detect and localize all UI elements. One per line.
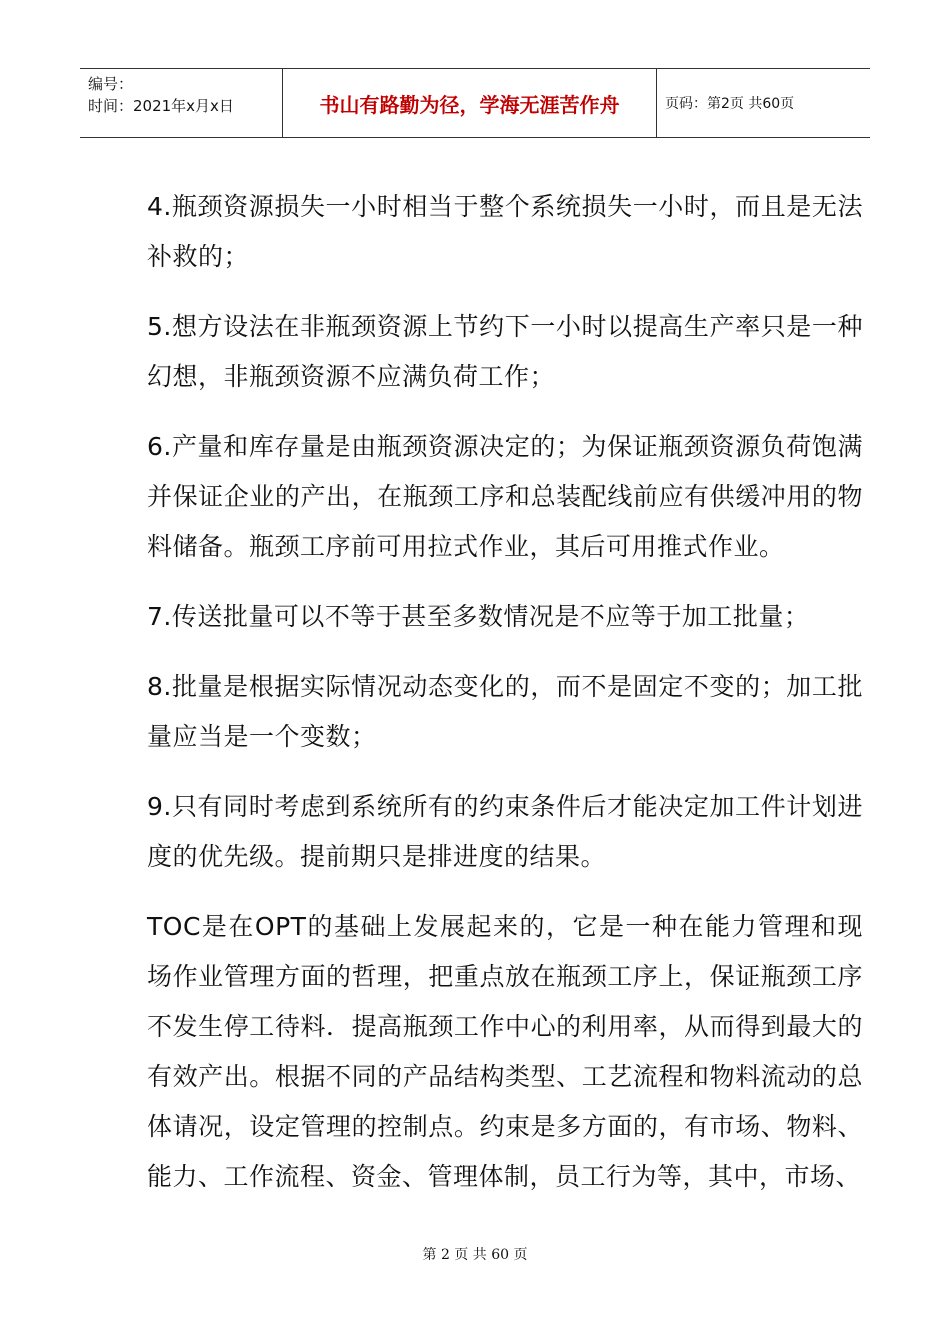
paragraph: 7.传送批量可以不等于甚至多数情况是不应等于加工批量； bbox=[147, 602, 810, 631]
paragraph: 8.批量是根据实际情况动态变化的，而不是固定不变的；加工批量应当是一个变数； bbox=[147, 672, 863, 751]
paragraph: 4.瓶颈资源损失一小时相当于整个系统损失一小时，而且是无法补救的； bbox=[147, 192, 863, 271]
document-header bbox=[80, 68, 870, 138]
header-motto: 书山有路勤为径，学海无涯苦作舟 bbox=[283, 69, 657, 137]
paragraph: TOC是在OPT的基础上发展起来的，它是一种在能力管理和现场作业管理方面的哲理，把重点放在瓶颈工序上，保证瓶颈工序不发生停工待料．提高瓶颈工作中心的利用率，从而得到最大的有效产出。根据不同的产品结构类型、工艺流程和物料流动的总体请况，设定管理的控制点。约束是多方面的，有市场、物料、能力、工作流程、资金、管理体制，员工行为等，其中，市场、 bbox=[147, 912, 863, 1191]
document-body bbox=[147, 182, 863, 1222]
page-footer: 第 2 页 共 60 页 bbox=[422, 1247, 528, 1263]
paragraph: 9.只有同时考虑到系统所有的约束条件后才能决定加工件计划进度的优先级。提前期只是排进度的结果。 bbox=[147, 792, 863, 871]
header-meta bbox=[80, 69, 283, 137]
paragraph: 6.产量和库存量是由瓶颈资源决定的；为保证瓶颈资源负荷饱满并保证企业的产出，在瓶颈工序和总装配线前应有供缓冲用的物料储备。瓶颈工序前可用拉式作业，其后可用推式作业。 bbox=[147, 432, 863, 561]
header-page-info: 页码：第2页 共60页 bbox=[665, 96, 795, 112]
time-label: 时间：2021年x月x日 bbox=[88, 97, 234, 115]
number-label: 编号： bbox=[88, 75, 134, 93]
paragraph: 5.想方设法在非瓶颈资源上节约下一小时以提高生产率只是一种幻想，非瓶颈资源不应满负荷工作； bbox=[147, 312, 863, 391]
